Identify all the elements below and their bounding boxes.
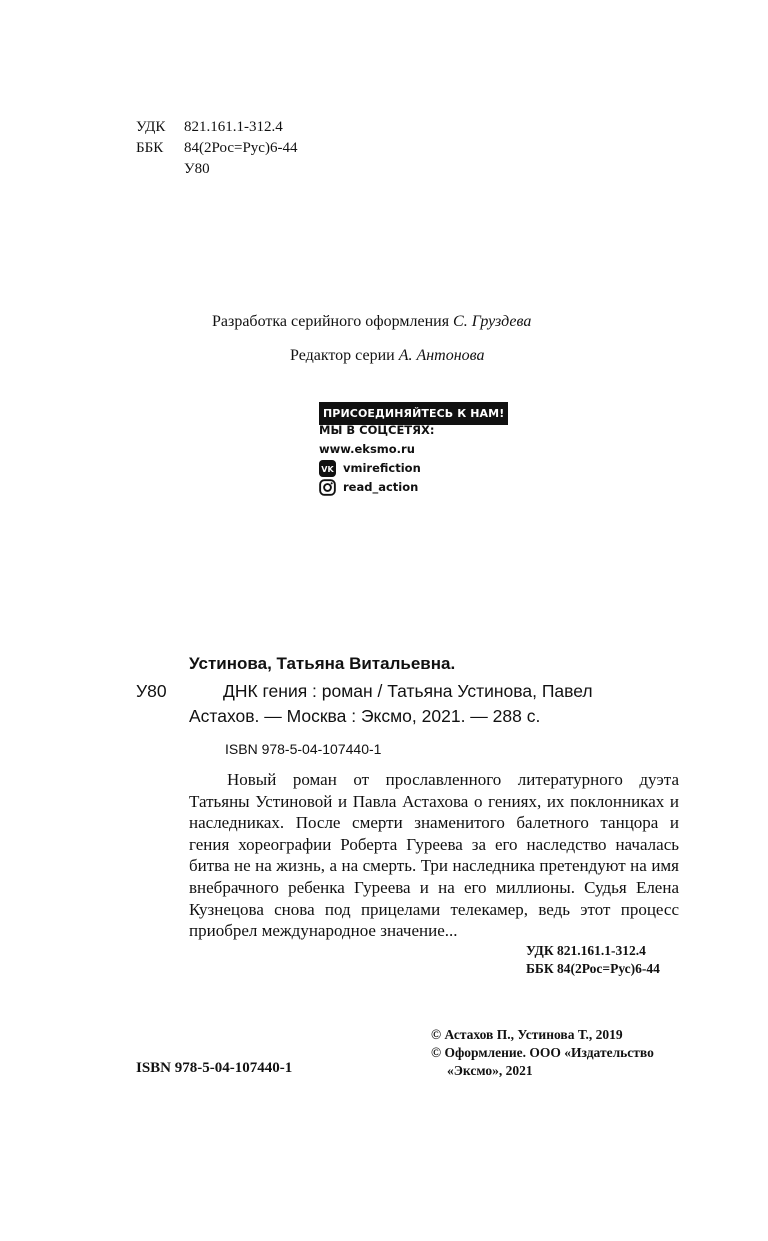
author-heading: Устинова, Татьяна Витальевна. xyxy=(189,654,456,673)
vk-row[interactable] xyxy=(319,459,508,478)
vk-handle: vmirefiction xyxy=(343,461,421,475)
editor-credit xyxy=(290,347,485,365)
catalog-sign: У80 xyxy=(136,681,167,701)
catalog-line-2: Астахов. — Москва : Эксмо, 2021. — 288 с. xyxy=(189,706,541,726)
design-credit-name: С. Груздева xyxy=(453,313,532,330)
copyright-line-1: © Астахов П., Устинова Т., 2019 xyxy=(431,1027,623,1042)
design-credit xyxy=(212,313,531,331)
footer-udk: УДК 821.161.1-312.4 xyxy=(526,943,646,958)
design-credit-label: Разработка серийного оформления xyxy=(212,313,450,330)
bbk-row xyxy=(136,138,297,159)
instagram-icon xyxy=(319,479,336,496)
vk-icon xyxy=(319,460,336,477)
copyright-block xyxy=(431,1026,654,1080)
catalog-isbn: ISBN 978-5-04-107440-1 xyxy=(225,741,382,757)
author-sign-row xyxy=(136,159,297,180)
annotation-text: Новый роман от прославленного литературного дуэта Татьяны Устиновой и Павла Астахова о гениях, их поклонниках и наследниках. После смерти знаменитого балетного танцора и гения хореографии Роберта Гуреева за его наследство началась битва не на жизнь, а на смерть. Три наследника претендуют на имя внебрачного ребенка Гуреева и на его миллионы. Судья Елена Кузнецова снова под прицелами телекамер, ведь этот процесс приобрел международное значение... xyxy=(189,770,679,941)
editor-credit-name: А. Антонова xyxy=(398,347,485,364)
udk-label: УДК xyxy=(136,119,166,135)
copyright-line-2: © Оформление. ООО «Издательство xyxy=(431,1045,654,1060)
website-link[interactable]: www.eksmo.ru xyxy=(319,442,415,456)
footer-bbk: ББК 84(2Рос=Рус)6-44 xyxy=(526,961,660,976)
udk-row xyxy=(136,117,297,138)
svg-text:VK: VK xyxy=(321,464,334,474)
udk-value: 821.161.1-312.4 xyxy=(184,119,283,135)
editor-credit-label: Редактор серии xyxy=(290,347,395,364)
classification-block xyxy=(136,117,297,180)
bbk-value: 84(2Рос=Рус)6-44 xyxy=(184,140,298,156)
annotation xyxy=(189,769,679,942)
copyright-line-3: «Эксмо», 2021 xyxy=(447,1063,533,1078)
social-block xyxy=(319,402,508,497)
instagram-handle: read_action xyxy=(343,480,419,494)
bbk-label: ББК xyxy=(136,140,164,156)
author-sign: У80 xyxy=(184,161,210,177)
social-banner: ПРИСОЕДИНЯЙТЕСЬ К НАМ! xyxy=(319,402,508,425)
isbn-bottom: ISBN 978-5-04-107440-1 xyxy=(136,1060,293,1076)
footer-codes xyxy=(526,942,660,978)
instagram-row[interactable] xyxy=(319,478,508,497)
social-subtitle: МЫ В СОЦСЕТЯХ: xyxy=(319,423,435,437)
catalog-line-1: ДНК гения : роман / Татьяна Устинова, Павел xyxy=(223,681,593,701)
